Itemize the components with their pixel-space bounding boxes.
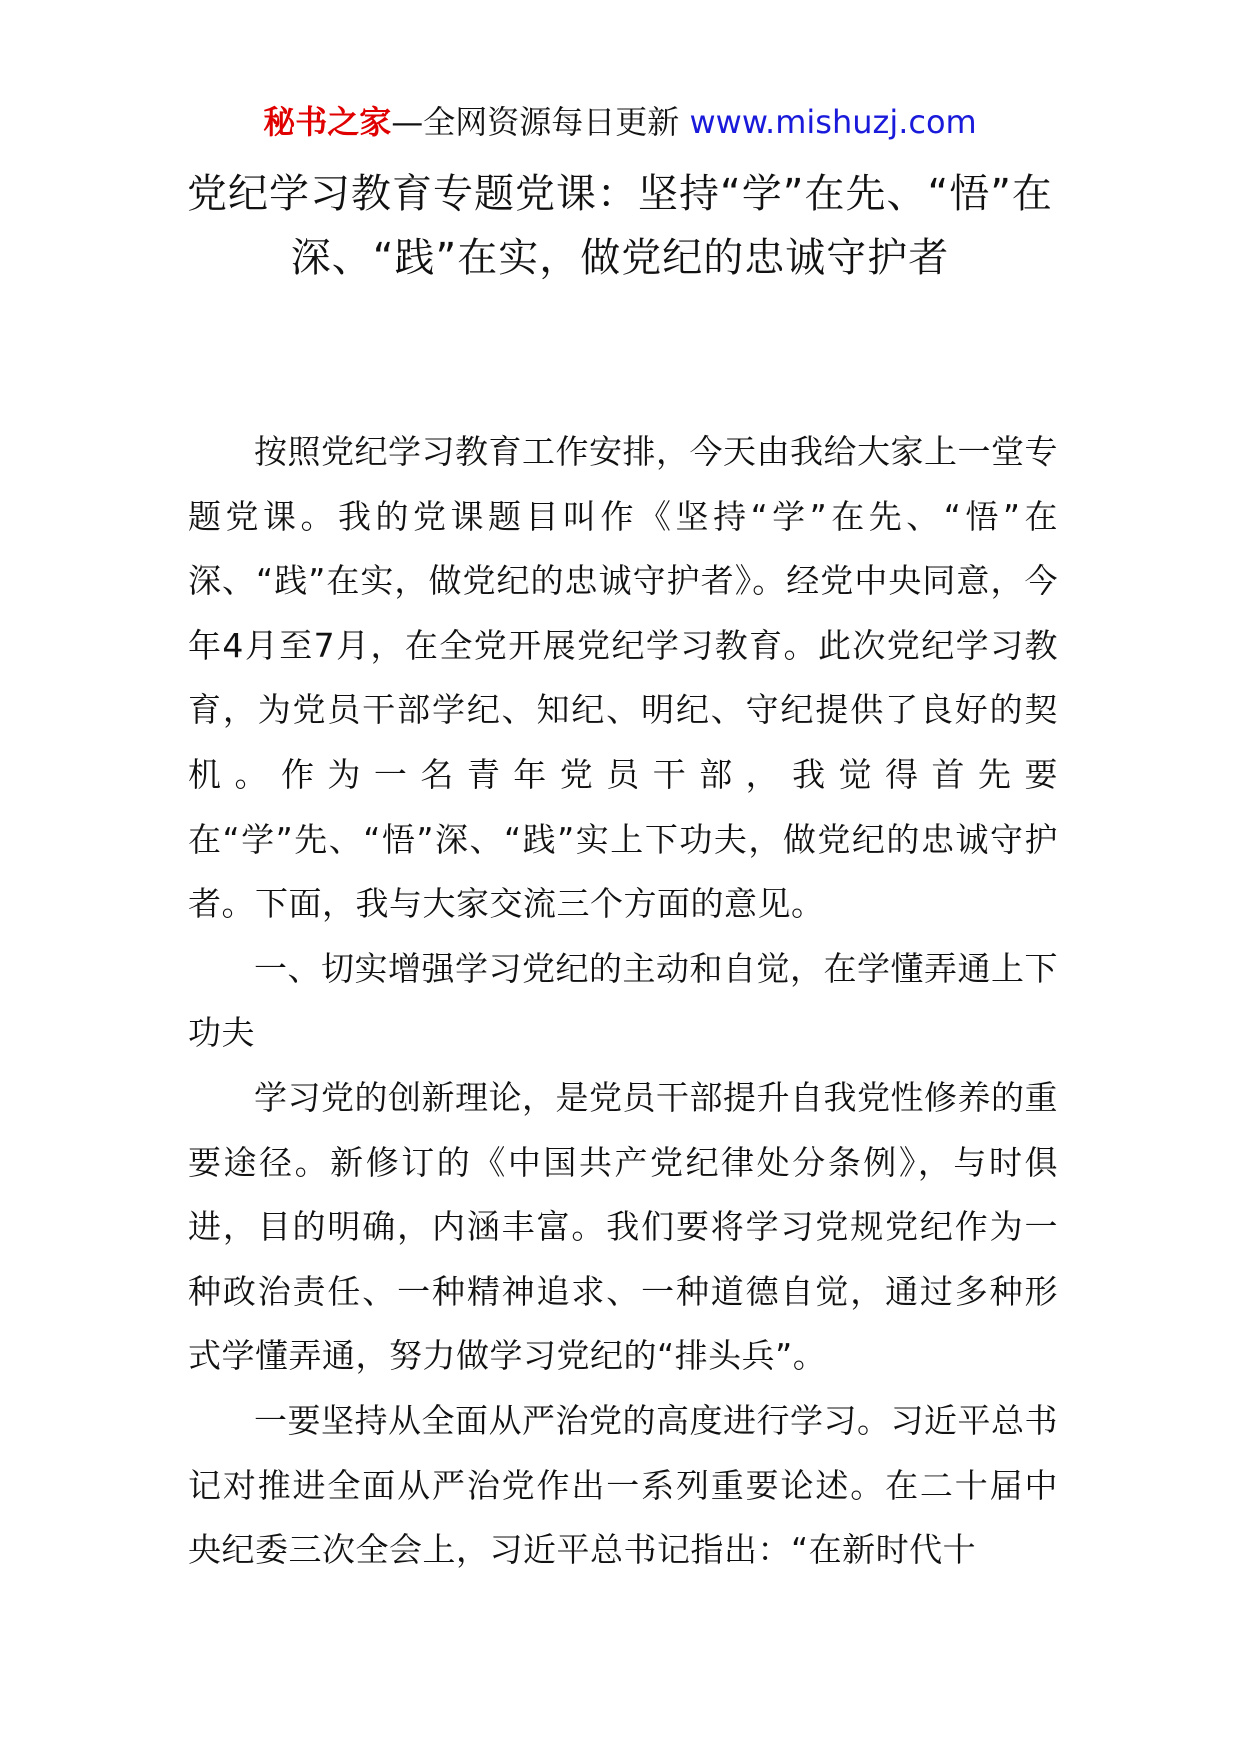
paragraph-intro: 按照党纪学习教育工作安排，今天由我给大家上一堂专题党课。我的党课题目叫作《坚持“学”在先、“悟”在深、“践”在实，做党纪的忠诚守护者》。经党中央同意，今年4月至7月，在全党开展党纪学习教育。此次党纪学习教育，为党员干部学纪、知纪、明纪、守纪提供了良好的契机。作为一名青年党员干部，我觉得首先要在“学”先、“悟”深、“践”实上下功夫，做党纪的忠诚守护者。下面，我与大家交流三个方面的意见。	[188, 432, 1058, 924]
section-heading-1: 一、切实增强学习党纪的主动和自觉，在学懂弄通上下功夫	[188, 948, 1058, 1053]
site-url[interactable]: www.mishuzj.com	[689, 103, 977, 141]
site-brand: 秘书之家	[263, 103, 392, 141]
document-body	[188, 420, 1058, 1583]
paragraph-section-1: 学习党的创新理论，是党员干部提升自我党性修养的重要途径。新修订的《中国共产党纪律处分条例》，与时俱进，目的明确，内涵丰富。我们要将学习党规党纪作为一种政治责任、一种精神追求、一种道德自觉，通过多种形式学懂弄通，努力做学习党纪的“排头兵”。	[188, 1077, 1058, 1376]
paragraph-point-1: 一要坚持从全面从严治党的高度进行学习。习近平总书记对推进全面从严治党作出一系列重要论述。在二十届中央纪委三次全会上，习近平总书记指出：“在新时代十	[188, 1400, 1058, 1570]
document-title: 党纪学习教育专题党课：坚持“学”在先、“悟”在深、“践”在实，做党纪的忠诚守护者	[187, 171, 1053, 281]
site-tagline: —全网资源每日更新	[391, 103, 690, 141]
site-header	[0, 100, 1240, 144]
